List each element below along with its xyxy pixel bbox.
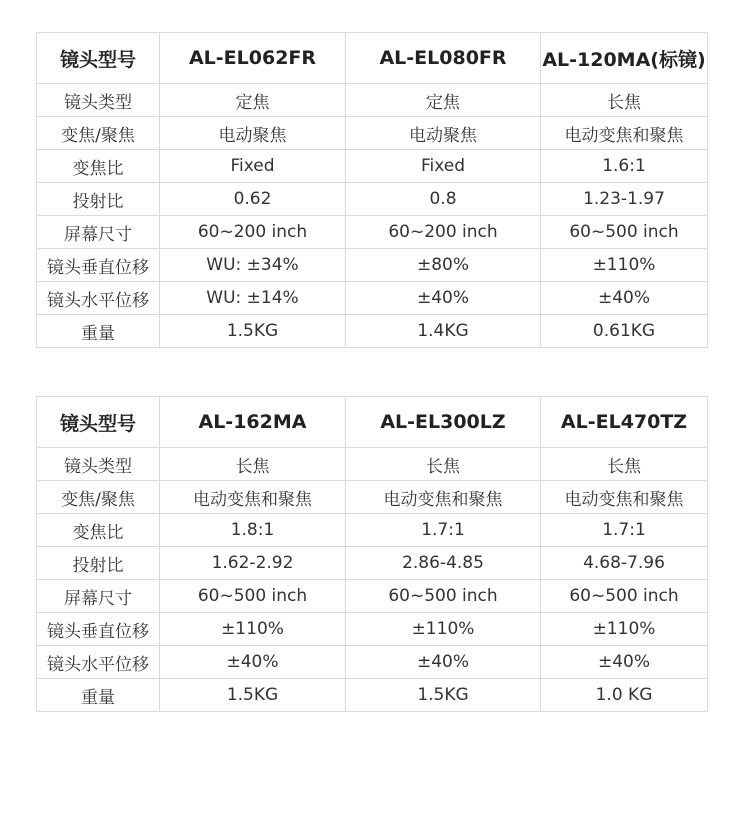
table-cell: ±40% <box>541 282 708 315</box>
table-cell: ±40% <box>160 646 346 679</box>
table-cell: 60~500 inch <box>160 580 346 613</box>
table-cell: WU: ±14% <box>160 282 346 315</box>
table-cell: 长焦 <box>541 448 708 481</box>
table-row <box>37 150 708 183</box>
table-row <box>37 481 708 514</box>
table-cell: ±110% <box>541 613 708 646</box>
header-cell-model-label: 镜头型号 <box>37 397 160 448</box>
row-label: 重量 <box>37 315 160 348</box>
table-cell: 1.5KG <box>160 315 346 348</box>
table-cell: 长焦 <box>541 84 708 117</box>
table-cell: Fixed <box>160 150 346 183</box>
table-cell: ±110% <box>541 249 708 282</box>
table-header-row <box>37 397 708 448</box>
table-row <box>37 547 708 580</box>
table-cell: Fixed <box>346 150 541 183</box>
header-cell-model: AL-162MA <box>160 397 346 448</box>
table-cell: 0.61KG <box>541 315 708 348</box>
row-label: 变焦比 <box>37 150 160 183</box>
table-row <box>37 216 708 249</box>
table-row <box>37 580 708 613</box>
table-cell: 电动聚焦 <box>160 117 346 150</box>
table-cell: ±110% <box>160 613 346 646</box>
header-cell-model: AL-EL300LZ <box>346 397 541 448</box>
header-cell-model: AL-EL080FR <box>346 33 541 84</box>
table-cell: 60~200 inch <box>160 216 346 249</box>
table-cell: 1.23-1.97 <box>541 183 708 216</box>
table-row <box>37 514 708 547</box>
row-label: 镜头水平位移 <box>37 282 160 315</box>
table-cell: ±40% <box>541 646 708 679</box>
table-cell: 长焦 <box>346 448 541 481</box>
table-cell: 1.7:1 <box>541 514 708 547</box>
table-cell: 1.6:1 <box>541 150 708 183</box>
lens-spec-table-1 <box>36 32 708 348</box>
row-label: 屏幕尺寸 <box>37 580 160 613</box>
table-cell: 1.8:1 <box>160 514 346 547</box>
header-cell-model: AL-EL470TZ <box>541 397 708 448</box>
row-label: 镜头类型 <box>37 84 160 117</box>
table-cell: 电动变焦和聚焦 <box>346 481 541 514</box>
table-row <box>37 315 708 348</box>
table-cell: 4.68-7.96 <box>541 547 708 580</box>
table-cell: 1.0 KG <box>541 679 708 712</box>
table-cell: 60~500 inch <box>541 580 708 613</box>
row-label: 投射比 <box>37 183 160 216</box>
table-cell: ±110% <box>346 613 541 646</box>
header-cell-model: AL-EL062FR <box>160 33 346 84</box>
table-cell: 60~500 inch <box>541 216 708 249</box>
table-cell: 电动变焦和聚焦 <box>160 481 346 514</box>
row-label: 镜头垂直位移 <box>37 249 160 282</box>
table-cell: 1.5KG <box>160 679 346 712</box>
row-label: 变焦/聚焦 <box>37 117 160 150</box>
table-cell: ±80% <box>346 249 541 282</box>
row-label: 镜头类型 <box>37 448 160 481</box>
table-cell: 1.7:1 <box>346 514 541 547</box>
header-cell-model: AL-120MA(标镜) <box>541 33 708 84</box>
row-label: 重量 <box>37 679 160 712</box>
table-cell: 电动聚焦 <box>346 117 541 150</box>
row-label: 屏幕尺寸 <box>37 216 160 249</box>
table-cell: 1.4KG <box>346 315 541 348</box>
table-row <box>37 613 708 646</box>
table-row <box>37 679 708 712</box>
table-cell: 1.5KG <box>346 679 541 712</box>
table-row <box>37 646 708 679</box>
table-cell: 定焦 <box>346 84 541 117</box>
table-cell: 电动变焦和聚焦 <box>541 481 708 514</box>
row-label: 投射比 <box>37 547 160 580</box>
table-cell: 2.86-4.85 <box>346 547 541 580</box>
table-row <box>37 84 708 117</box>
table-cell: 60~500 inch <box>346 580 541 613</box>
table-row <box>37 183 708 216</box>
row-label: 变焦/聚焦 <box>37 481 160 514</box>
table-header-row <box>37 33 708 84</box>
table-row <box>37 282 708 315</box>
table-row <box>37 448 708 481</box>
row-label: 镜头垂直位移 <box>37 613 160 646</box>
table-cell: WU: ±34% <box>160 249 346 282</box>
lens-spec-table-2 <box>36 396 708 712</box>
row-label: 变焦比 <box>37 514 160 547</box>
table-row <box>37 117 708 150</box>
table-cell: 长焦 <box>160 448 346 481</box>
table-cell: 0.62 <box>160 183 346 216</box>
table-cell: ±40% <box>346 646 541 679</box>
header-cell-model-label: 镜头型号 <box>37 33 160 84</box>
table-cell: 0.8 <box>346 183 541 216</box>
table-cell: 定焦 <box>160 84 346 117</box>
table-cell: 电动变焦和聚焦 <box>541 117 708 150</box>
table-cell: ±40% <box>346 282 541 315</box>
table-cell: 60~200 inch <box>346 216 541 249</box>
table-cell: 1.62-2.92 <box>160 547 346 580</box>
table-row <box>37 249 708 282</box>
row-label: 镜头水平位移 <box>37 646 160 679</box>
